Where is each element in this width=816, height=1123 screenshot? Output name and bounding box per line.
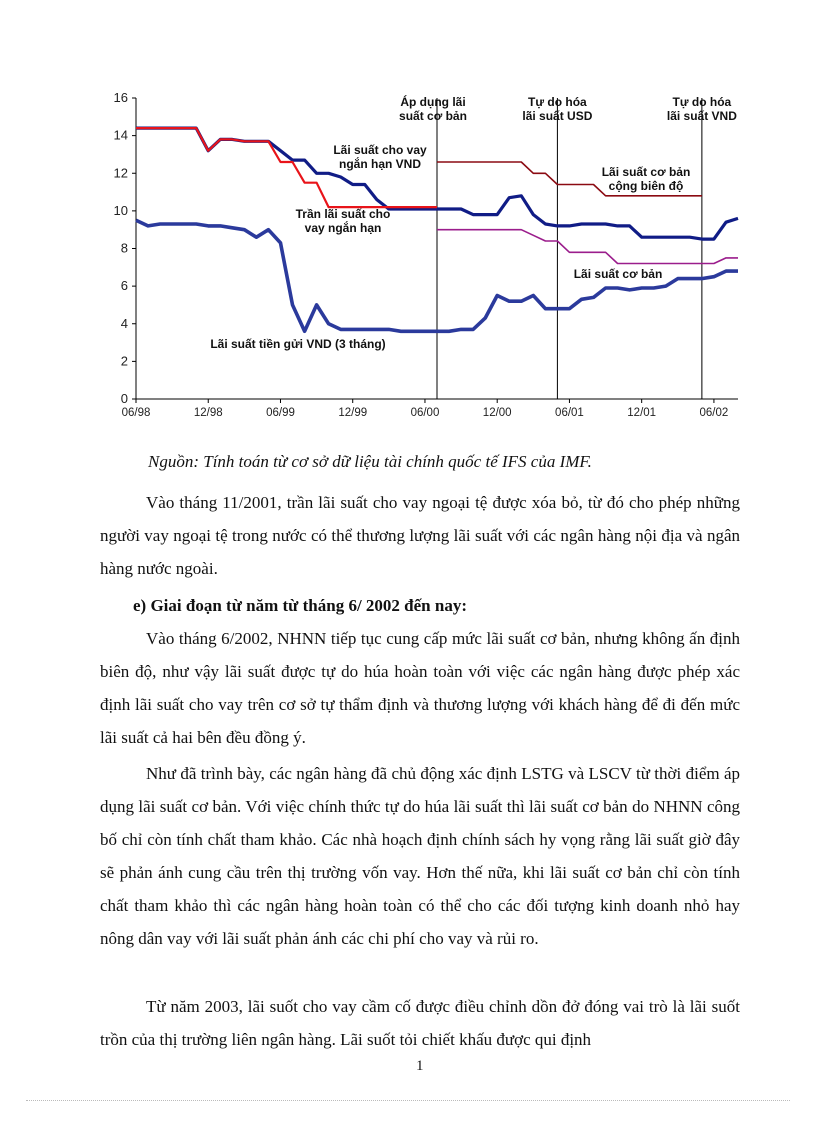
y-tick-label: 2 bbox=[120, 353, 128, 369]
paragraph-4: Từ năm 2003, lãi suốt cho vay cầm cố được điều chỉnh dồn đở đóng vai trò là lãi suốt trồn của thị trường liên ngân hàng. Lãi suốt tỏi chiết khấu được qui định bbox=[100, 997, 740, 1049]
section-heading: e) Giai đoạn từ năm từ tháng 6/ 2002 đến nay: bbox=[133, 596, 467, 615]
x-tick-label: 12/99 bbox=[338, 407, 368, 419]
y-tick-label: 8 bbox=[120, 240, 128, 256]
series-line bbox=[437, 230, 738, 264]
series-annotation bbox=[296, 207, 391, 235]
paragraph-2: Vào tháng 6/2002, NHNN tiếp tục cung cấp mức lãi suất cơ bản, nhưng không ấn định biên độ, như vậy lãi suất được tự do húa hoàn toàn với việc các ngân hàng được phép xác định lãi suất cho vay trên cơ sở tự thẩm định và thương lượng với khách hàng để đi đến mức lãi suất cả hai bên đều đồng ý. bbox=[100, 629, 740, 747]
source-note: Nguồn: Tính toán từ cơ sở dữ liệu tài chính quốc tế IFS của IMF. bbox=[148, 452, 592, 471]
paragraph-1: Vào tháng 11/2001, trần lãi suất cho vay ngoại tệ được xóa bỏ, từ đó cho phép những người vay ngoại tệ trong nước có thể thương lượng lãi suất với các ngân hàng nội địa và ngân hàng nước ngoài. bbox=[100, 493, 740, 578]
series-annotation bbox=[210, 337, 385, 351]
event-label-line: Tự do hóa bbox=[528, 95, 587, 109]
event-label bbox=[399, 94, 467, 123]
paragraph-3: Như đã trình bày, các ngân hàng đã chủ động xác định LSTG và LSCV từ thời điểm áp dụng lãi suất cơ bản. Với việc chính thức tự do húa lãi suất thì lãi suất cơ bản do NHNN công bố chỉ còn tính chất tham khảo. Các nhà hoạch định chính sách hy vọng rằng lãi suất giờ đây sẽ phản ánh cung cầu trên thị trường vốn vay. Hơn thế nữa, khi lãi suất cơ bản chỉ còn tính chất tham khảo thì các ngân hàng hoàn toàn có thể cho các đối tượng kinh doanh nhỏ hay nông dân vay với lãi suất phản ánh các chi phí cho vay và rủi ro. bbox=[100, 764, 740, 948]
interest-rate-chart bbox=[88, 86, 750, 426]
y-tick-label: 14 bbox=[113, 127, 128, 143]
y-tick-label: 16 bbox=[113, 90, 128, 105]
x-tick-label: 06/02 bbox=[699, 407, 729, 419]
series-annotation-line: cộng biên độ bbox=[608, 179, 684, 193]
series-annotation-line: ngắn hạn VND bbox=[338, 157, 422, 171]
y-tick-label: 0 bbox=[120, 391, 128, 406]
event-label-line: lãi suất USD bbox=[522, 109, 593, 123]
series-annotation-line: Lãi suất cho vay bbox=[333, 143, 427, 157]
x-tick-label: 06/99 bbox=[266, 407, 295, 419]
page-number: 1 bbox=[416, 1058, 424, 1074]
x-tick-label: 06/98 bbox=[121, 407, 151, 419]
y-tick-label: 12 bbox=[113, 165, 128, 181]
event-label bbox=[522, 95, 592, 123]
series-annotation-line: Trần lãi suất cho bbox=[295, 207, 391, 221]
y-tick-label: 10 bbox=[113, 202, 128, 218]
series-annotation-line: vay ngắn hạn bbox=[304, 221, 382, 235]
series-annotation-line: Lãi suất tiền gửi VND (3 tháng) bbox=[210, 337, 386, 351]
footer-divider bbox=[26, 1100, 790, 1101]
series-annotation bbox=[574, 267, 663, 281]
series-annotation bbox=[333, 143, 427, 171]
event-label-line: suất cơ bản bbox=[399, 109, 467, 123]
x-tick-label: 06/00 bbox=[410, 407, 440, 419]
series-annotation bbox=[602, 165, 691, 193]
chart-axes bbox=[114, 90, 738, 419]
event-lines bbox=[399, 94, 737, 399]
x-tick-label: 12/00 bbox=[482, 407, 512, 419]
x-tick-label: 06/01 bbox=[555, 407, 584, 419]
event-label-line: lãi suất VND bbox=[666, 109, 737, 123]
event-label-line: Áp dụng lãi bbox=[400, 95, 466, 109]
x-tick-label: 12/98 bbox=[193, 407, 223, 419]
y-tick-label: 4 bbox=[120, 315, 128, 331]
event-label bbox=[667, 95, 737, 123]
y-tick-label: 6 bbox=[120, 278, 128, 294]
series-annotation-line: Lãi suất cơ bản bbox=[573, 267, 663, 281]
event-label-line: Tự do hóa bbox=[672, 95, 732, 109]
series-annotation-line: Lãi suất cơ bản bbox=[601, 165, 691, 179]
x-tick-label: 12/01 bbox=[627, 407, 657, 419]
